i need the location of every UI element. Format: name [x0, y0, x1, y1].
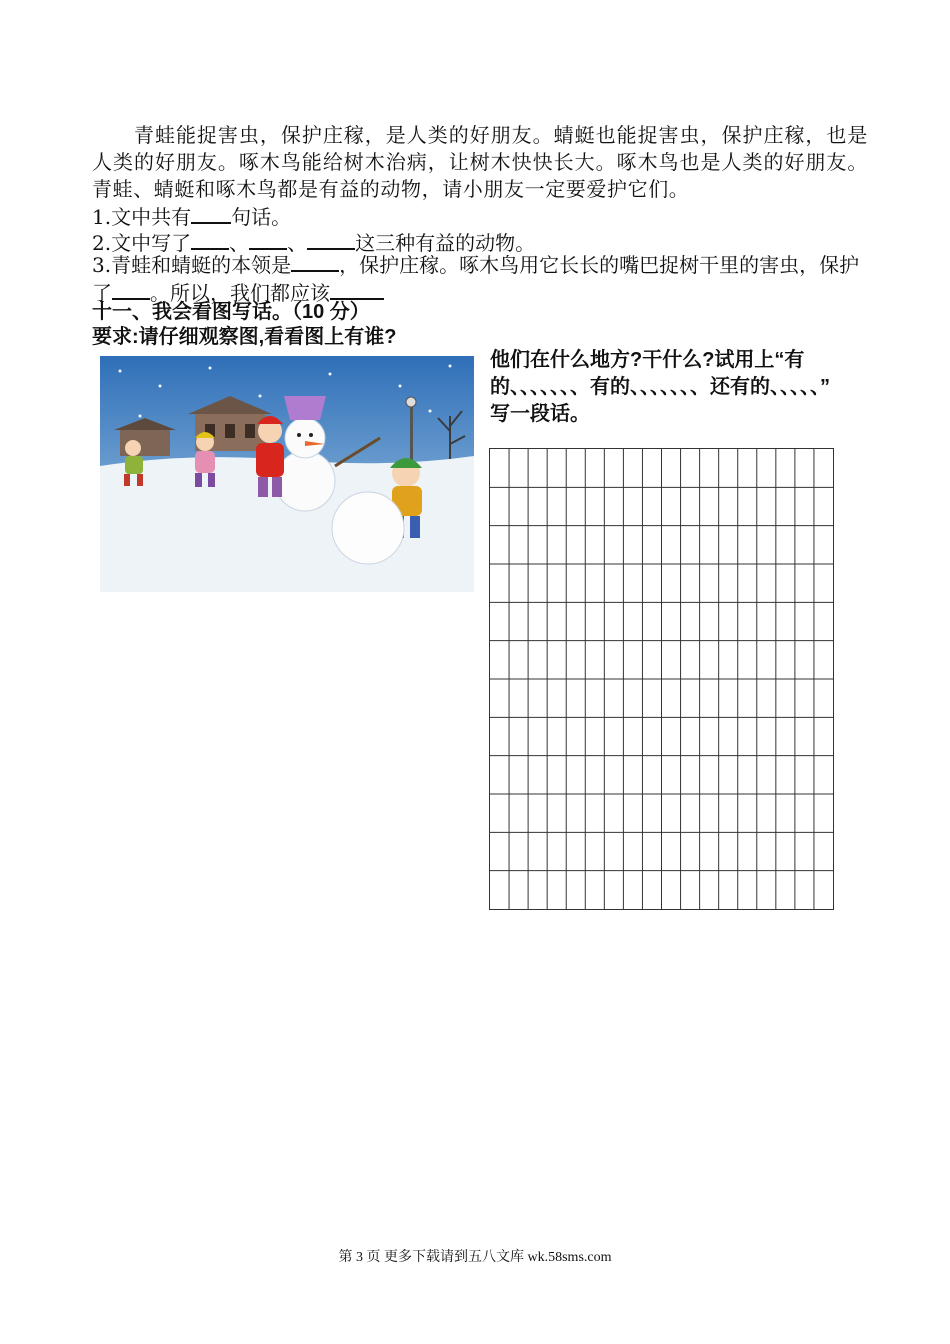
section-requirement: 要求:请仔细观察图,看看图上有谁? [92, 326, 397, 348]
question-3 [92, 250, 872, 306]
q3-blank-3[interactable] [330, 278, 384, 300]
q2-blank-1[interactable] [191, 228, 229, 250]
writing-grid[interactable] [489, 448, 834, 910]
q2-sep-1: 、 [229, 231, 250, 255]
q3-blank-1[interactable] [291, 250, 339, 272]
q2-text-before: 2.文中写了 [92, 231, 192, 255]
q2-sep-2: 、 [287, 231, 308, 255]
passage-text: 青蛙能捉害虫，保护庄稼，是人类的好朋友。蜻蜓也能捉害虫，保护庄稼，也是人类的好朋友。啄木鸟能给树木治病，让树木快快长大。啄木鸟也是人类的好朋友。青蛙、蜻蜓和啄木鸟都是有益的动物，请小朋友一定要爱护它们。 [92, 123, 868, 201]
prompt-text-2: 写一段话。 [490, 403, 590, 425]
q3-blank-2[interactable] [112, 278, 150, 300]
lamp [406, 397, 416, 407]
question-1 [92, 202, 872, 230]
q2-blank-2[interactable] [249, 228, 287, 250]
q2-blank-3[interactable] [307, 228, 355, 250]
q3-text-before: 3.青蛙和蜻蜓的本领是 [92, 253, 292, 277]
prompt-text: 他们在什么地方?干什么?试用上“有的、、、、、、、有的、、、、、、、还有的、、、、、” [490, 349, 830, 398]
writing-prompt [490, 347, 862, 428]
q1-text-after: 句话。 [231, 205, 292, 229]
q2-text-after: 这三种有益的动物。 [355, 231, 536, 255]
snow-scene-illustration [100, 356, 474, 592]
reading-passage [92, 122, 868, 203]
lamp-post [410, 406, 413, 466]
q3-text-middle: ，保护庄稼。啄木鸟用它长长的嘴巴捉树干里的害虫，保护了 [92, 253, 860, 305]
q3-text-end: 。所以，我们都应该 [150, 281, 330, 305]
section-title: 十一、我会看图写话。（10 分） [92, 301, 370, 323]
q1-blank[interactable] [191, 202, 231, 224]
page-footer: 第 3 页 更多下载请到五八文库 wk.58sms.com [338, 1250, 612, 1265]
q1-text-before: 1.文中共有 [92, 205, 192, 229]
rolling-snowball [332, 492, 404, 564]
